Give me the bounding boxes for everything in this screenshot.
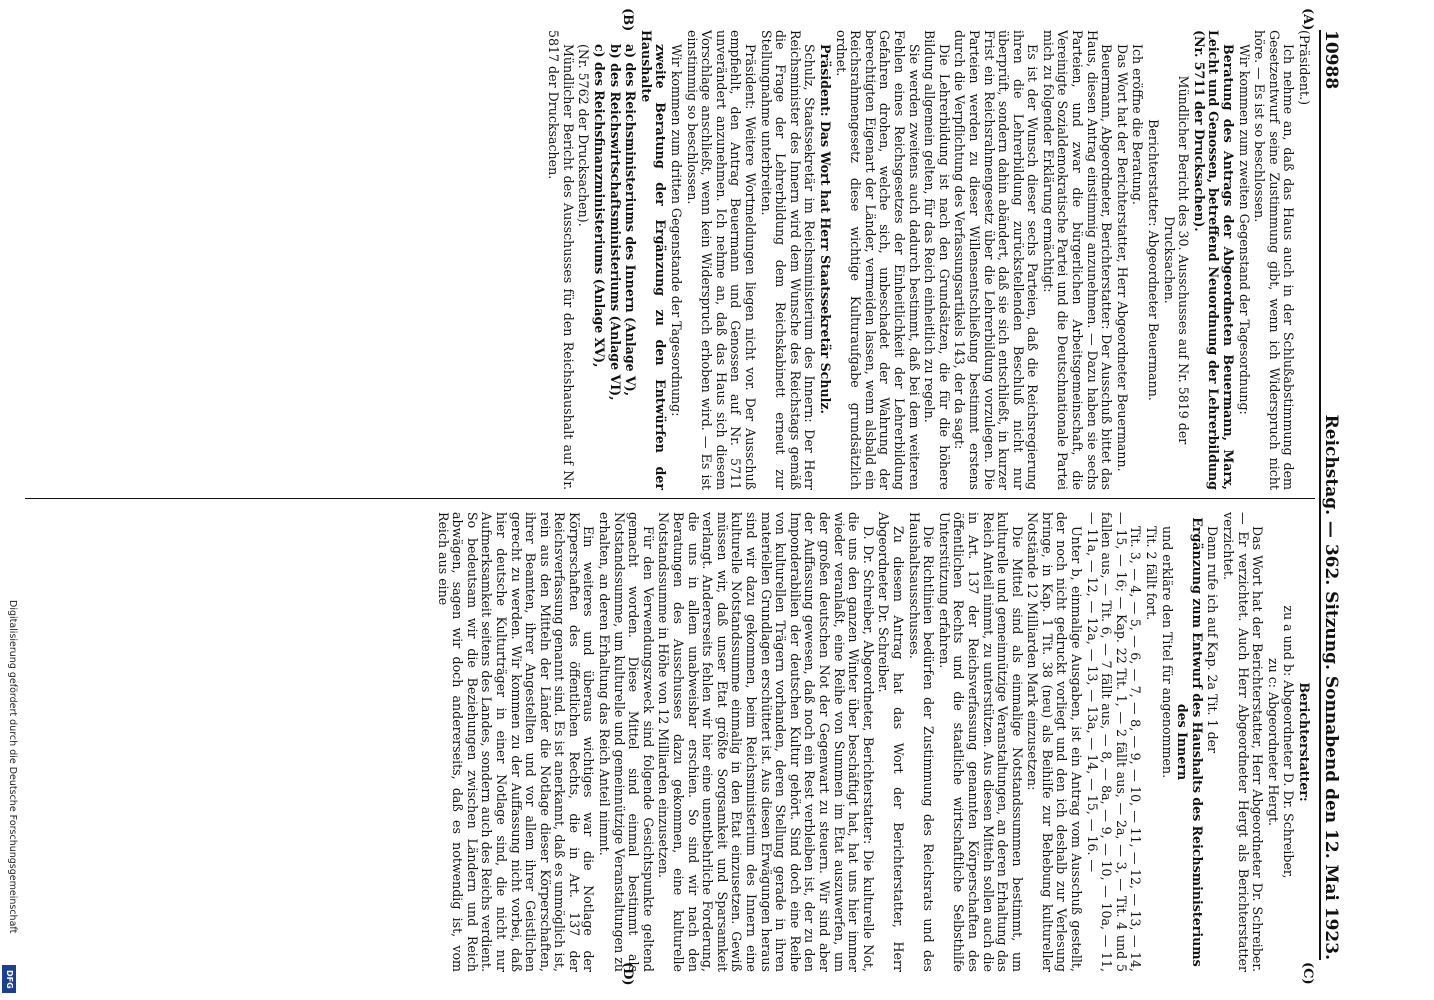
left-paragraph: Das Wort hat der Berichterstatter, Herr Abgeordneter Beuermann.	[1114, 44, 1130, 472]
left-paragraph: b) des Reichswirtschaftsministeriums (Anlage VI),	[607, 44, 623, 401]
rotated-page-content	[55, 10, 1355, 990]
left-paragraph: a) des Reichsministeriums des Innern (Anlage V),	[623, 44, 639, 397]
footer-text: Digitalisierung gefördert durch die Deutsche Forschungsgemeinschaft	[7, 600, 18, 934]
left-paragraph: Ich eröffne die Beratung.	[1130, 44, 1146, 205]
right-paragraph: zu c: Abgeordneter Hergt.	[1265, 657, 1281, 827]
right-paragraph: und erkläre den Titel für angenommen.	[1159, 526, 1175, 779]
right-paragraph: Ergänzung zum Entwurf des Haushalts des Reichsministeriums des Innern	[1175, 517, 1205, 967]
margin-mark-c: (C)	[1300, 962, 1315, 985]
left-paragraph: Schulz, Staatssekretär im Reichsministerium des Innern: Der Herr Reichsminister des Innern wird dem Wunsche des Reichstags gemäß die Frage der Lehrerbildung dem Reichskabinett erneut zur Stellungnahme unterbreiten.	[758, 30, 818, 490]
right-paragraph: Für den Verwendungszweck sind folgende Gesichtspunkte geltend gemacht worden. Diese Mittel sind einmal bestimmt als Notstandssumme, um kulturelle und gemeinnützige Veranstaltungen zu erhalten, an deren Erhaltung das Reich Anteil nimmt.	[597, 512, 656, 972]
right-paragraph: Tit. 2 fällt fort.	[1144, 526, 1160, 621]
left-paragraph: Beuermann, Abgeordneter, Berichterstatter: Der Ausschuß bittet das Haus, diesen Antrag einstimmig anzunehmen. — Dazu haben sie sechs Parteien, und zwar die bürgerlichen Arbeitsgemeinschaft, die Vereinigte Sozialdemokratische Partei und die Deutschnationale Partei mich zu folgender Erklärung ermächtigt:	[1040, 30, 1115, 490]
left-paragraph: Sie werden zweitens auch dadurch bestimmt, daß bei dem weiteren Fehlen eines Reichsgesetzes der Einheitlichkeit der Lehrerbildung Gefahren drohen, welche sich, unbeschadet der Wahrung der berechtigten Eigenart der Länder, vermeiden lassen, wenn alsbald ein Reichsrahmengesetz diese wichtige Kulturaufgabe grundsätzlich ordnet.	[833, 30, 922, 490]
page-title: Reichstag. — 362. Sitzung. Sonnabend den 12. Mai 1923.	[1321, 414, 1341, 960]
right-text-column	[434, 512, 1311, 972]
left-paragraph: zweite Beratung der Ergänzung zu den Entwürfen der Haushalte	[638, 30, 669, 490]
right-paragraph: Berichterstatter:	[1297, 682, 1312, 802]
page-number: 10988	[1321, 30, 1341, 90]
dfg-logo: DFG	[2, 965, 16, 993]
left-paragraph: Mündlicher Bericht des Ausschusses für den Reichshaushalt auf Nr. 5817 der Drucksachen.	[546, 30, 576, 490]
left-paragraph: Die Lehrerbildung ist nach den Grundsätzen, die für die höhere Bildung allgemein gelten, für das Reich einheitlich zu regeln.	[922, 30, 952, 490]
left-paragraph: c) des Reichsfinanzministeriums (Anlage XV),	[592, 44, 608, 368]
left-paragraph: Mündlicher Bericht des 30. Ausschusses auf Nr. 5819 der Drucksachen.	[1161, 75, 1192, 445]
left-paragraph: Wir kommen zum dritten Gegenstande der Tagesordnung:	[669, 44, 685, 417]
right-paragraph: Das Wort hat der Berichterstatter, Herr Abgeordneter Dr. Schreiber. — Er verzichtet. Auch Herr Abgeordneter Hergt als Berichterstatter verzichtet.	[1221, 512, 1266, 972]
page-header	[1319, 30, 1355, 960]
margin-mark-a: (A)	[1300, 8, 1315, 31]
right-paragraph: Unter b, einmalige Ausgaben, ist ein Antrag vom Ausschuß gestellt, der noch nicht gedruckt vorliegt und den ich deshalb zur Verlesung bringe, in Kap. 1 Tit. 38 (neu) als Beihilfe zur Behebung kultureller Notstände 12 Milliarden Mark einzusetzen:	[1025, 512, 1085, 972]
right-paragraph: D. Dr. Schreiber, Abgeordneter, Berichterstatter: Die kulturelle Not, die uns den ganzen Winter über beschäftigt hat, hat uns hier immer wieder veranlaßt, eine Reihe von Summen im Etat auszuwerfen, um der großen deutschen Not der Gegenwart zu steuern. Wir sind aber der Auffassung gewesen, daß noch ein Rest verbleiben ist, der zu den Imponderabilien der deutschen Kultur gehört. Sind doch eine Reihe von kulturellen Trägern vorhanden, deren Stellung gerade in ihren materiellen Grundlagen erschüttert ist. Aus diesen Erwägungen heraus sind wir dazu gekommen, beim Reichsministerium des Innern eine kulturelle Notstandssumme einmalig in den Etat einzusetzen. Gewiß müssen wir, daß unser Etat größte Sorgsamkeit und Sparsamkeit verlangt. Andererseits fehlen wir hier eine unentbehrliche Forderung, die uns in allem unabweisbar erschien. So sind wir nach den Beratungen des Ausschusses dazu gekommen, eine kulturelle Notstandssumme in Höhe von 12 Milliarden einzusetzen.	[656, 512, 876, 972]
left-paragraph: Präsident: Das Wort hat Herr Staatssekretär Schulz.	[818, 44, 833, 414]
footer-credit	[4, 600, 20, 995]
right-paragraph: Die Richtlinien bedürfen der Zustimmung des Reichsrats und des Haushaltsausschusses.	[906, 512, 937, 972]
right-paragraph: Dann rufe ich auf Kap. 2a Tit. 1 der	[1205, 526, 1221, 754]
left-paragraph: Es ist der Wunsch dieser sechs Parteien, daß die Reichsregierung ihren die Lehrerbildung zurückstellenden Beschluß nicht nur überprüft, sondern dahin abändert, daß sie sich entschließt, in kurzer Frist ein Reichsrahmengesetz über die Lehrerbildung vorzulegen. Die Parteien werden zu dieser Willensentschließung bestimmt erstens durch die Verpflichtung des Verfassungsartikels 143, der da sagt:	[952, 30, 1041, 490]
column-divider	[25, 498, 1315, 499]
margin-mark-b: (B)	[620, 8, 635, 32]
right-paragraph: Tit. 3, — 4, — 5, — 6, — 7, — 8, — 9, — 10, — 11, — 12, — 13, — 14, — 15, — 16; — Kap. 22 Tit. 1, — 2 fällt aus, — 2a, — 3, — Tit. 4 und 5 fallen aus, — Tit. 6, — 7 fällt aus, — 8, — 8a, — 9, — 10, — 10a, — 11, — 11a, — 12, — 12a, — 13, — 13a, — 14, — 15, — 16. —	[1084, 512, 1144, 972]
left-paragraph: Präsident: Weitere Wortmeldungen liegen nicht vor. Der Ausschuß empfiehlt, den Antrag Beuermann und Genossen auf Nr. 5711 unverändert anzunehmen. Ich nehme an, daß das Haus sich diesem Vorschlage anschließt, wenn kein Widerspruch erhoben wird. — Es ist einstimmig so beschlossen.	[684, 30, 759, 490]
left-text-column	[545, 30, 1311, 490]
right-paragraph: Zu diesem Antrag hat das Wort der Berichterstatter, Herr Abgeordneter Dr. Schreiber.	[876, 512, 906, 972]
left-paragraph: Beratung des Antrags der Abgeordneten Beuermann, Marx, Leicht und Genossen, betreffend Neuordnung der Lehrerbildung (Nr. 5711 der Drucksachen).	[1191, 30, 1237, 490]
right-paragraph: Ein weiteres und überaus wichtiges war die Notlage der Körperschaften des öffentlichen Rechts, die in Art. 137 der Reichsverfassung genannt sind. Es ist anerkannt, daß es unmöglich ist, rein aus den Mitteln der Länder die Notlage dieser Körperschaften, ihrer Beamten, ihrer Angestellten und vor allem ihrer Geistlichen gerecht zu werden. Wir kommen zu der Auffassung nicht vorbei, daß hier deutsche Kulturträger in einer Notlage sind, die nicht nur Aufmerksamkeit seitens des Landes, sondern auch des Reichs verdient. So bedeutsam wir die Beziehungen zwischen Ländern und Reich abwägen, sagen wir doch andererseits, daß es notwendig ist, vom Reich aus eine	[435, 512, 597, 972]
left-paragraph: Ich nehme an, daß das Haus auch in der Schlußabstimmung dem Gesetzentwurf seine Zustimmung gibt, wenn ich Widerspruch nicht höre. — Es ist so beschlossen.	[1252, 30, 1297, 490]
left-paragraph: (Nr. 5762 der Drucksachen).	[576, 44, 592, 227]
right-paragraph: zu a und b: Abgeordneter D. Dr. Schreiber,	[1281, 605, 1297, 879]
left-paragraph: Berichterstatter: Abgeordneter Beuermann.	[1146, 119, 1162, 401]
left-paragraph: Wir kommen zum zweiten Gegenstand der Tagesordnung:	[1236, 44, 1252, 415]
right-paragraph: Die Mittel sind als einmalige Notstandssummen bestimmt, um kulturelle und gemeinnützige Veranstaltungen, an deren Erhaltung das Reich Anteil nimmt, zu unterstützen. Aus diesen Mitteln sollen auch die in Art. 137 der Reichsverfassung genannten Körperschaften des öffentlichen Rechts und die staatliche wirtschaftliche Selbsthilfe Unterstützung erfahren.	[936, 512, 1025, 972]
left-paragraph: (Präsident.)	[1297, 30, 1312, 106]
margin-mark-d: (D)	[620, 962, 635, 986]
